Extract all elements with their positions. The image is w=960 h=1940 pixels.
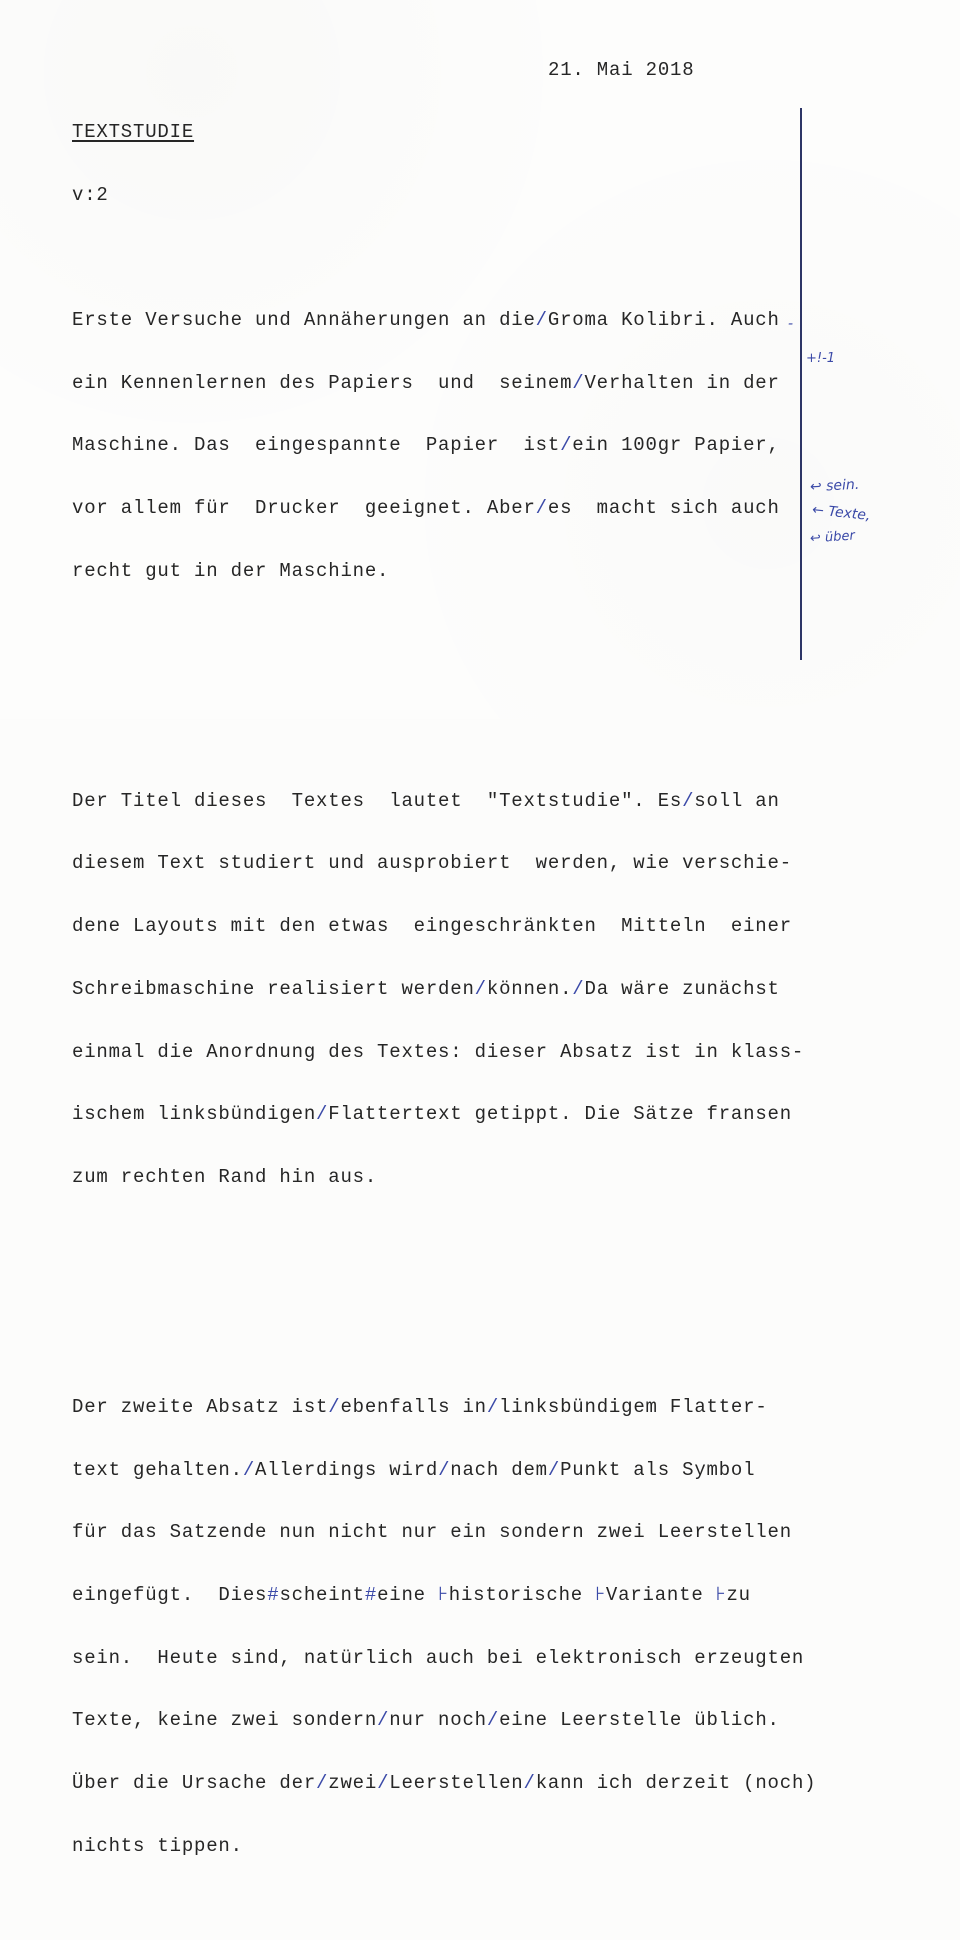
edit-mark: / <box>486 1395 500 1418</box>
text-line: text gehalten./Allerdings wird/nach dem/Punkt als Symbol <box>72 1458 756 1481</box>
text-line: Schreibmaschine realisiert werden/können./Da wäre zunächst <box>72 977 780 1000</box>
edit-mark: / <box>572 371 585 394</box>
edit-mark: ⊦ <box>438 1583 449 1606</box>
blank-line <box>72 1271 816 1292</box>
edit-mark: # <box>364 1583 378 1606</box>
text-line: Texte, keine zwei sondern/nur noch/eine Leerstelle üblich. <box>72 1709 780 1732</box>
edit-mark: / <box>316 1772 329 1795</box>
text-line: nichts tippen. <box>72 1834 243 1857</box>
edit-mark: / <box>377 1709 390 1732</box>
document-version: v:2 <box>72 183 109 206</box>
handwritten-note-texte: ← Texte, <box>811 501 872 525</box>
blank-line <box>72 665 816 686</box>
text-line: ischem linksbündigen/Flattertext getippt. Die Sätze fransen <box>72 1103 792 1126</box>
edit-mark: / <box>377 1772 390 1795</box>
edit-mark: / <box>572 977 585 1000</box>
edit-mark: / <box>474 977 487 1000</box>
edit-mark: / <box>547 1458 561 1481</box>
handwritten-fransen-mark: +!-1 <box>806 351 836 366</box>
paragraph-3 <box>72 1355 816 1898</box>
edit-mark: ⊦ <box>715 1583 727 1606</box>
document-date: 21. Mai 2018 <box>548 59 695 81</box>
text-line: für das Satzende nun nicht nur ein sondern zwei Leerstellen <box>72 1521 792 1544</box>
edit-mark: / <box>523 1772 536 1795</box>
text-line: recht gut in der Maschine. <box>72 559 390 582</box>
edit-mark: / <box>328 1395 341 1418</box>
edit-mark: / <box>242 1458 256 1481</box>
text-line: sein. Heute sind, natürlich auch bei elektronisch erzeugten <box>72 1646 805 1669</box>
paragraph-1 <box>72 268 816 623</box>
margin-line <box>800 108 802 660</box>
handwritten-dash-mark: - <box>788 316 794 332</box>
text-line: diesem Text studiert und ausprobiert werden, wie verschie- <box>72 852 792 875</box>
edit-mark: / <box>486 1709 500 1732</box>
handwritten-note-ueber: ↩ über <box>809 528 856 547</box>
text-line: Über die Ursache der/zwei/Leerstellen/kann ich derzeit (noch) <box>72 1772 817 1795</box>
edit-mark: # <box>267 1583 280 1606</box>
edit-mark: ⊦ <box>595 1583 606 1606</box>
text-line: dene Layouts mit den etwas eingeschränkten Mitteln einer <box>72 915 792 938</box>
text-line: ein Kennenlernen des Papiers und seinem/Verhalten in der <box>72 371 780 394</box>
text-line: Der Titel dieses Textes lautet "Textstudie". Es/soll an <box>72 789 780 812</box>
paragraph-2 <box>72 749 816 1230</box>
handwritten-note-sein: ↩ sein. <box>809 476 860 496</box>
document-title: TEXTSTUDIE <box>72 120 195 143</box>
edit-mark: / <box>682 789 695 812</box>
text-line: zum rechten Rand hin aus. <box>72 1165 378 1188</box>
text-line: Erste Versuche und Annäherungen an die/Groma Kolibri. Auch <box>72 308 780 331</box>
edit-mark: / <box>535 497 548 520</box>
text-line: vor allem für Drucker geeignet. Aber/es macht sich auch <box>72 497 780 520</box>
edit-mark: / <box>316 1103 329 1126</box>
edit-mark: / <box>560 434 573 457</box>
text-line: Der zweite Absatz ist/ebenfalls in/linksbündigem Flatter- <box>72 1395 768 1418</box>
text-line: eingefügt. Dies#scheint#eine ⊦historische ⊦Variante ⊦zu <box>72 1583 751 1606</box>
text-line: Maschine. Das eingespannte Papier ist/ein 100gr Papier, <box>72 434 780 457</box>
edit-mark: / <box>535 308 548 331</box>
document-body <box>72 80 816 1940</box>
text-line: einmal die Anordnung des Textes: dieser Absatz ist in klass- <box>72 1040 805 1063</box>
edit-mark: / <box>438 1458 451 1481</box>
